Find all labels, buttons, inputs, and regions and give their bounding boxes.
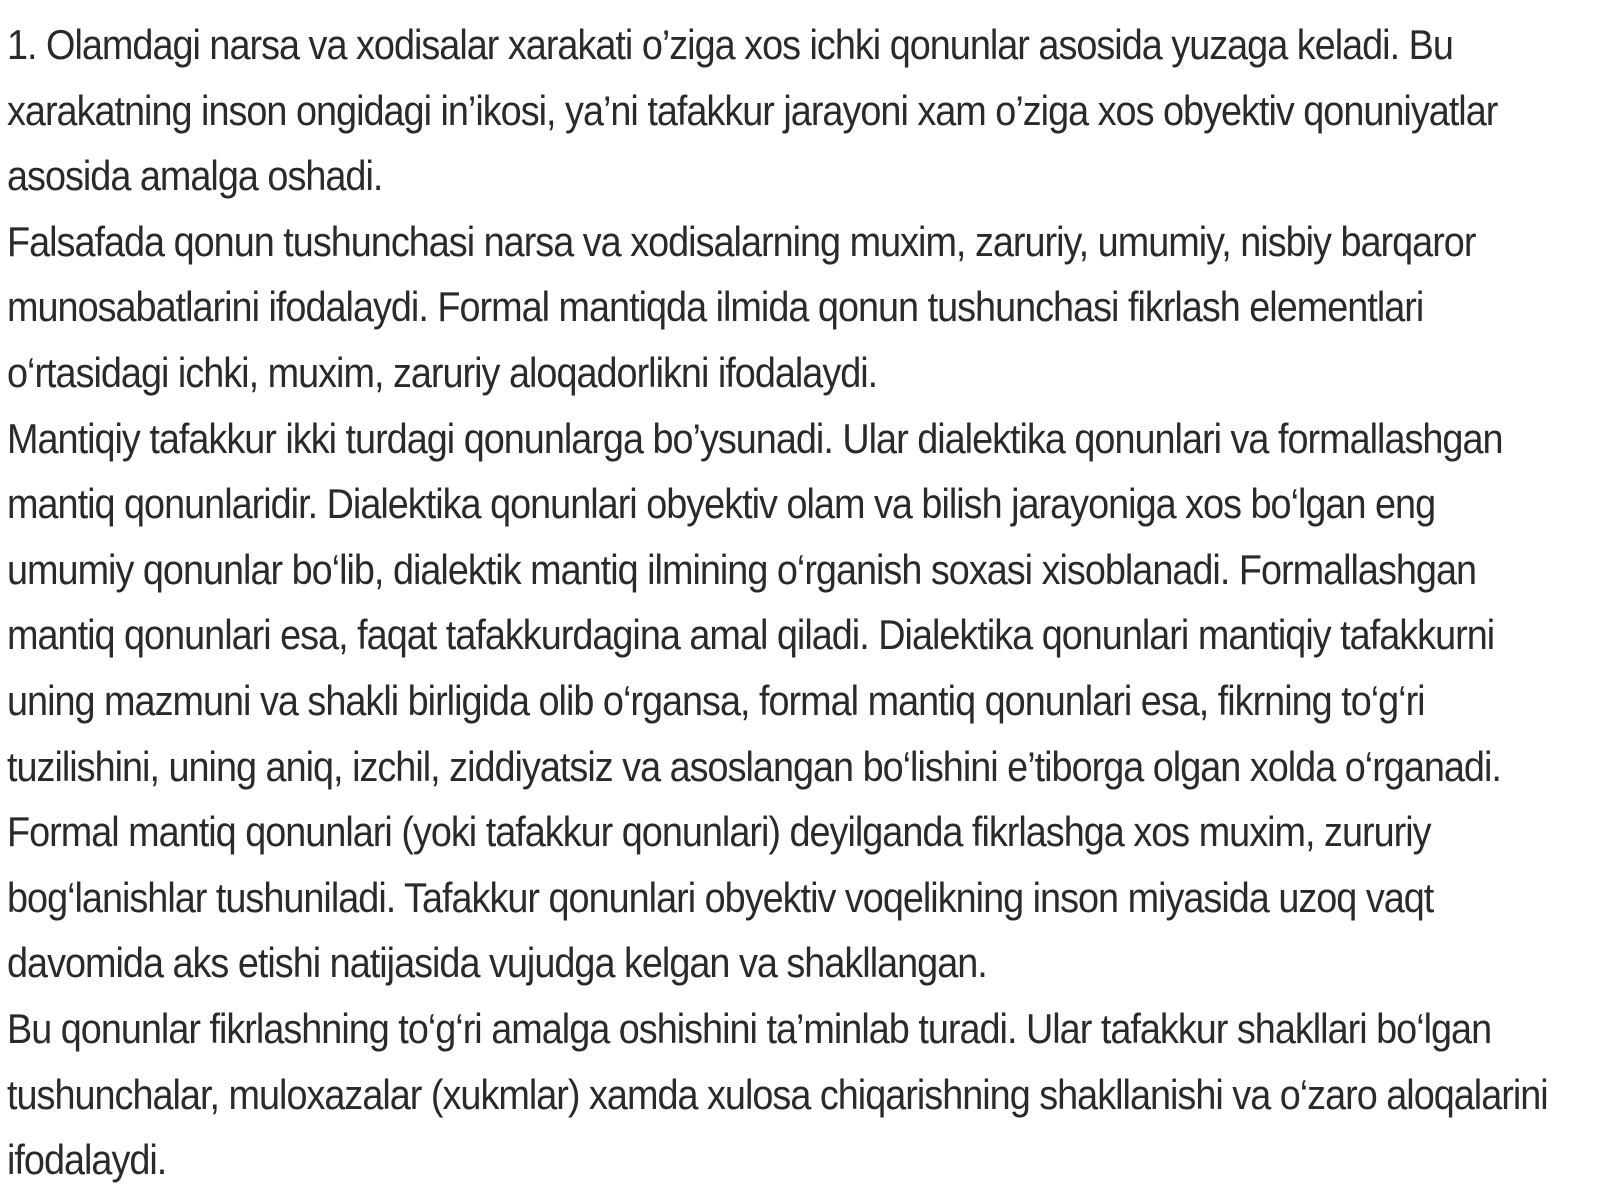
text-line: Bu qonunlar fikrlashning to‘g‘ri amalga oshishini ta’minlab turadi. Ular tafakkur shakllari bo‘lgan: [7, 1004, 1492, 1052]
paragraph-4: [7, 799, 1595, 996]
text-line: uning mazmuni va shakli birligida olib o‘rgansa, formal mantiq qonunlari esa, fikrning to‘g‘ri: [7, 676, 1425, 724]
text-line: bog‘lanishlar tushuniladi. Tafakkur qonunlari obyektiv voqelikning inson miyasida uzoq vaqt: [7, 873, 1434, 921]
text-line: munosabatlarini ifodalaydi. Formal mantiqda ilmida qonun tushunchasi fikrlash elementlari: [7, 283, 1424, 331]
text-line: tuzilishini, uning aniq, izchil, ziddiyatsiz va asoslangan bo‘lishini e’tiborga olgan xolda o‘rganadi.: [7, 742, 1501, 790]
text-line: Mantiqiy tafakkur ikki turdagi qonunlarga bo’ysunadi. Ular dialektika qonunlari va formallashgan: [7, 414, 1503, 462]
paragraph-5: [7, 996, 1595, 1193]
text-line: Falsafada qonun tushunchasi narsa va xodisalarning muxim, zaruriy, umumiy, nisbiy barqaror: [7, 217, 1476, 265]
text-line: ifodalaydi.: [7, 1136, 167, 1184]
text-line: tushunchalar, muloxazalar (xukmlar) xamda xulosa chiqarishning shakllanishi va o‘zaro aloqalarini: [7, 1070, 1548, 1118]
text-line: Formal mantiq qonunlari (yoki tafakkur qonunlari) deyilganda fikrlashga xos muxim, zururiy: [7, 808, 1431, 856]
text-line: davomida aks etishi natijasida vujudga kelgan va shakllangan.: [7, 939, 987, 987]
text-line: o‘rtasidagi ichki, muxim, zaruriy aloqadorlikni ifodalaydi.: [7, 348, 878, 396]
paragraph-2: [7, 209, 1595, 406]
text-line: xarakatning inson ongidagi in’ikosi, ya’ni tafakkur jarayoni xam o’ziga xos obyektiv qonuniyatlar: [7, 86, 1498, 134]
document-body: [7, 12, 1595, 1193]
text-line: mantiq qonunlari esa, faqat tafakkurdagina amal qiladi. Dialektika qonunlari mantiqiy tafakkurni: [7, 611, 1495, 659]
text-line: mantiq qonunlaridir. Dialektika qonunlari obyektiv olam va bilish jarayoniga xos bo‘lgan eng: [7, 480, 1436, 528]
text-line: asosida amalga oshadi.: [7, 152, 383, 200]
paragraph-1: [7, 12, 1595, 209]
text-line: 1. Olamdagi narsa va xodisalar xarakati o’ziga xos ichki qonunlar asosida yuzaga keladi. Bu: [7, 21, 1453, 68]
paragraph-3: [7, 406, 1595, 800]
text-line: umumiy qonunlar bo‘lib, dialektik mantiq ilmining o‘rganish soxasi xisoblanadi. Formallashgan: [7, 545, 1477, 593]
